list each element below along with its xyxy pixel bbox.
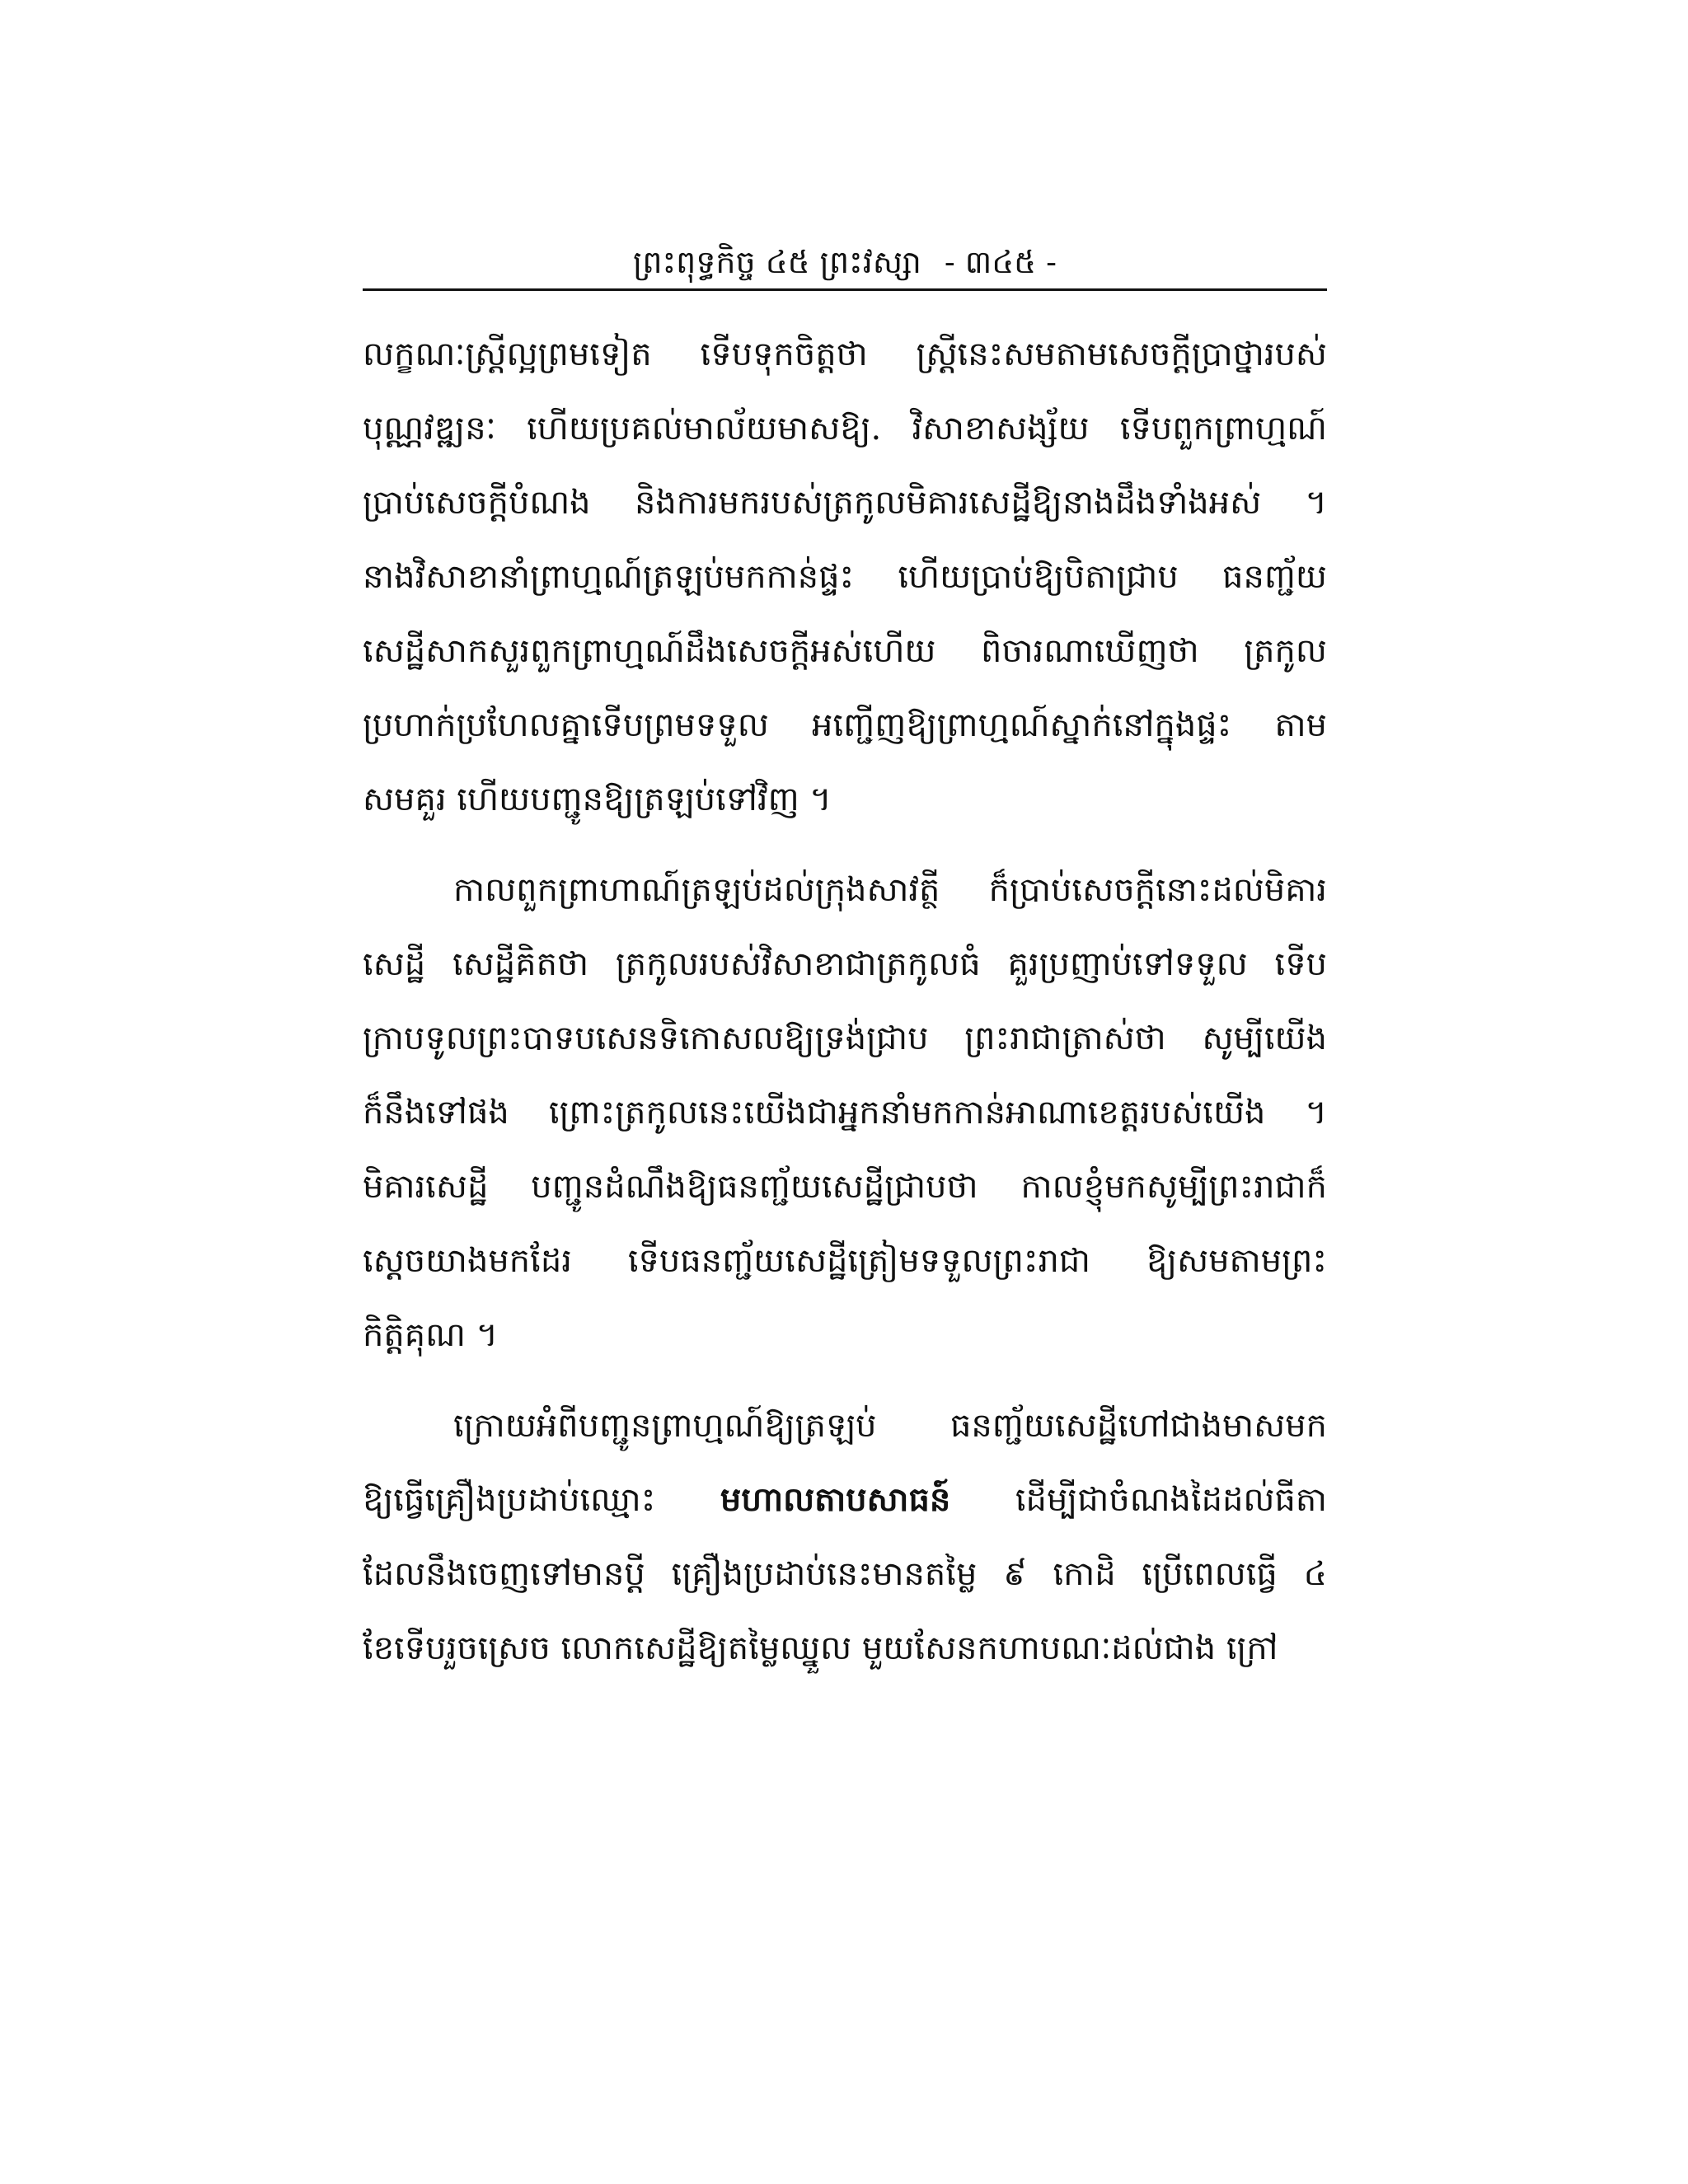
text-line: កិត្តិគុណ ។ xyxy=(363,1316,499,1354)
paragraph xyxy=(363,853,1327,1372)
text-line: ក្រាបទូលព្រះបាទបសេនទិកោសលឱ្យទ្រង់ជ្រាប ព្រះរាជាត្រាស់ថា សូម្បីយើង xyxy=(363,1019,1327,1057)
text-line: ខែទើបរួចស្រេច លោកសេដ្ឋីឱ្យតម្លៃឈ្នួល មួយសែនកហាបណៈដល់ជាង ក្រៅ xyxy=(363,1629,1278,1667)
paragraph xyxy=(363,317,1327,837)
text-line: សេដ្ឋី សេដ្ឋីគិតថា ត្រកូលរបស់វិសាខាជាត្រកូលធំ គួរប្រញាប់ទៅទទួល ទើប xyxy=(363,945,1327,983)
text-line: ស្ដេចយាងមកដែរ ទើបធនញ្ជ័យសេដ្ឋីត្រៀមទទួលព្រះរាជា ឱ្យសមតាមព្រះ xyxy=(363,1242,1327,1280)
header-book-title: ព្រះពុទ្ធកិច្ច ៤៥ ព្រះវស្សា xyxy=(633,244,921,280)
bold-term: មហាលតាបសាធន៍ xyxy=(720,1480,951,1519)
text-line: ឱ្យធ្វើគ្រឿងប្រដាប់ឈ្មោះ មហាលតាបសាធន៍ ដើម្បីជាចំណងដៃដល់ធីតា xyxy=(363,1480,1327,1519)
text-line: ក្រោយអំពីបញ្ជូនព្រាហ្មណ៍ឱ្យត្រឡប់ ធនញ្ជ័យសេដ្ឋីហៅជាងមាសមក xyxy=(453,1407,1327,1445)
text-line: នាងវិសាខានាំព្រាហ្មណ៍ត្រឡប់មកកាន់ផ្ទះ ហើយប្រាប់ឱ្យបិតាជ្រាប ធនញ្ជ័យ xyxy=(363,558,1327,596)
text-line: សេដ្ឋីសាកសួរពួកព្រាហ្មណ៍ដឹងសេចក្ដីអស់ហើយ ពិចារណាឃើញថា ត្រកូល xyxy=(363,632,1327,670)
header-page-number: - ៣៤៥ - xyxy=(944,244,1057,280)
running-header xyxy=(363,237,1327,287)
text-line: ដែលនឹងចេញទៅមានប្ដី គ្រឿងប្រដាប់នេះមានតម្លៃ ៩ កោដិ ប្រើពេលធ្វើ ៤ xyxy=(363,1555,1327,1593)
text-line: ប្រហាក់ប្រហែលគ្នាទើបព្រមទទួល អញ្ជើញឱ្យព្រាហ្មណ៍ស្នាក់នៅក្នុងផ្ទះ តាម xyxy=(363,706,1327,744)
text-line: កាលពួកព្រាហាណ៍ត្រឡប់ដល់ក្រុងសាវត្ថី ក៏ប្រាប់សេចក្ដីនោះដល់មិគារ xyxy=(453,871,1327,909)
text-line: លក្ខណៈស្ត្រីល្អព្រមទៀត ទើបទុកចិត្តថា ស្ត្រីនេះសមតាមសេចក្ដីប្រាថ្នារបស់ xyxy=(363,335,1327,373)
text-line: ប្រាប់សេចក្ដីបំណង និងការមករបស់ត្រកូលមិគារសេដ្ឋីឱ្យនាងដឹងទាំងអស់ ។ xyxy=(363,484,1327,522)
header-rule xyxy=(363,288,1327,291)
body-text xyxy=(363,317,1327,1685)
text-line: មិគារសេដ្ឋី បញ្ជូនដំណឹងឱ្យធនញ្ជ័យសេដ្ឋីជ្រាបថា កាលខ្ញុំមកសូម្បីព្រះរាជាក៏ xyxy=(363,1168,1327,1206)
paragraph xyxy=(363,1389,1327,1685)
text-line: ក៏នឹងទៅផង ព្រោះត្រកូលនេះយើងជាអ្នកនាំមកកាន់អាណាខេត្តរបស់យើង ។ xyxy=(363,1094,1327,1132)
text-line: បុណ្ណវឌ្ឍនៈ ហើយប្រគល់មាល័យមាសឱ្យ. វិសាខាសង្ស័យ ទើបពួកព្រាហ្មណ៍ xyxy=(363,410,1327,448)
text-line: សមគួរ ហើយបញ្ជូនឱ្យត្រឡប់ទៅវិញ ។ xyxy=(363,780,832,818)
